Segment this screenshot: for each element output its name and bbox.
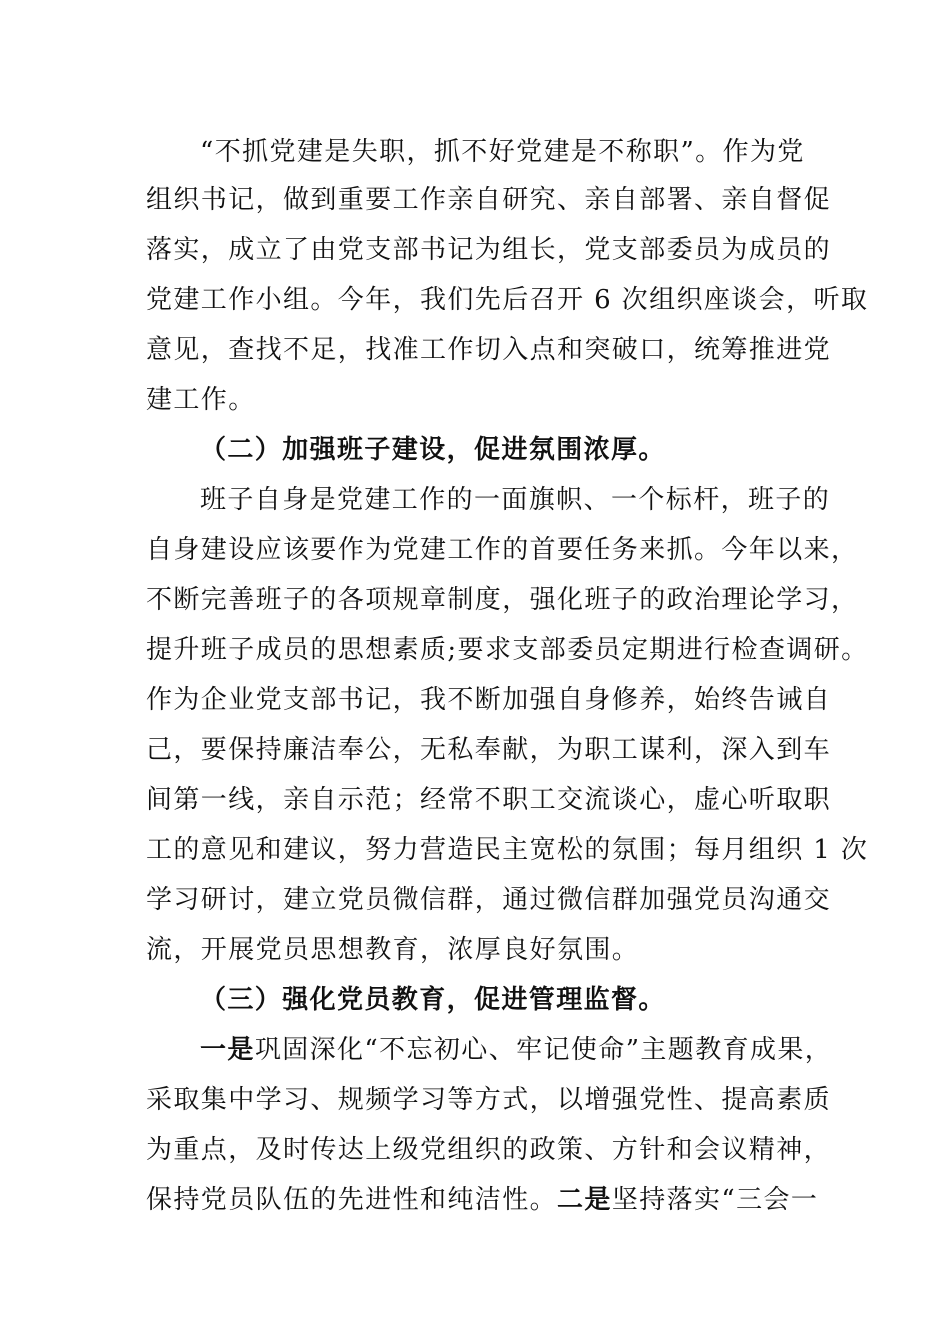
paragraph-line: 工的意见和建议，努力营造民主宽松的氛围；每月组织 1 次 [146, 835, 869, 865]
paragraph-line: 意见，查找不足，找准工作切入点和突破口，统筹推进党 [146, 335, 832, 365]
paragraph-line: 班子自身是党建工作的一面旗帜、一个标杆，班子的 [200, 485, 831, 515]
paragraph-line: 提升班子成员的思想素质;要求支部委员定期进行检查调研。 [146, 635, 869, 665]
emphasis-text: 二是 [557, 1185, 612, 1215]
paragraph-line: 落实，成立了由党支部书记为组长，党支部委员为成员的 [146, 235, 832, 265]
section-heading: （二）加强班子建设，促进氛围浓厚。 [200, 435, 666, 465]
paragraph-line: 学习研讨，建立党员微信群，通过微信群加强党员沟通交 [146, 885, 832, 915]
paragraph-line: “不抓党建是失职，抓不好党建是不称职”。作为党 [200, 137, 805, 167]
paragraph-line: 建工作。 [146, 385, 256, 415]
paragraph-line: 党建工作小组。今年，我们先后召开 6 次组织座谈会，听取 [146, 285, 869, 315]
paragraph-line: 为重点，及时传达上级党组织的政策、方针和会议精神， [146, 1135, 832, 1165]
paragraph-line: 间第一线，亲自示范；经常不职工交流谈心，虚心听取职 [146, 785, 832, 815]
paragraph-line: 己，要保持廉洁奉公，无私奉献，为职工谋利，深入到车 [146, 735, 832, 765]
paragraph-line: 自身建设应该要作为党建工作的首要任务来抓。今年以来， [146, 535, 859, 565]
body-text: 坚持落实“三会一 [611, 1185, 819, 1215]
paragraph-line [146, 1185, 818, 1215]
emphasis-text: 一是 [200, 1035, 255, 1065]
paragraph-line [200, 1035, 832, 1065]
section-heading: （三）强化党员教育，促进管理监督。 [200, 985, 666, 1015]
paragraph-line: 流，开展党员思想教育，浓厚良好氛围。 [146, 935, 640, 965]
paragraph-line: 组织书记，做到重要工作亲自研究、亲自部署、亲自督促 [146, 185, 832, 215]
paragraph-line: 作为企业党支部书记，我不断加强自身修养，始终告诫自 [146, 685, 832, 715]
body-text: 保持党员队伍的先进性和纯洁性。 [146, 1185, 558, 1215]
body-text: 巩固深化“不忘初心、牢记使命”主题教育成果， [254, 1035, 833, 1065]
paragraph-line: 不断完善班子的各项规章制度，强化班子的政治理论学习， [146, 585, 859, 615]
paragraph-line: 采取集中学习、规频学习等方式，以增强党性、提高素质 [146, 1085, 832, 1115]
